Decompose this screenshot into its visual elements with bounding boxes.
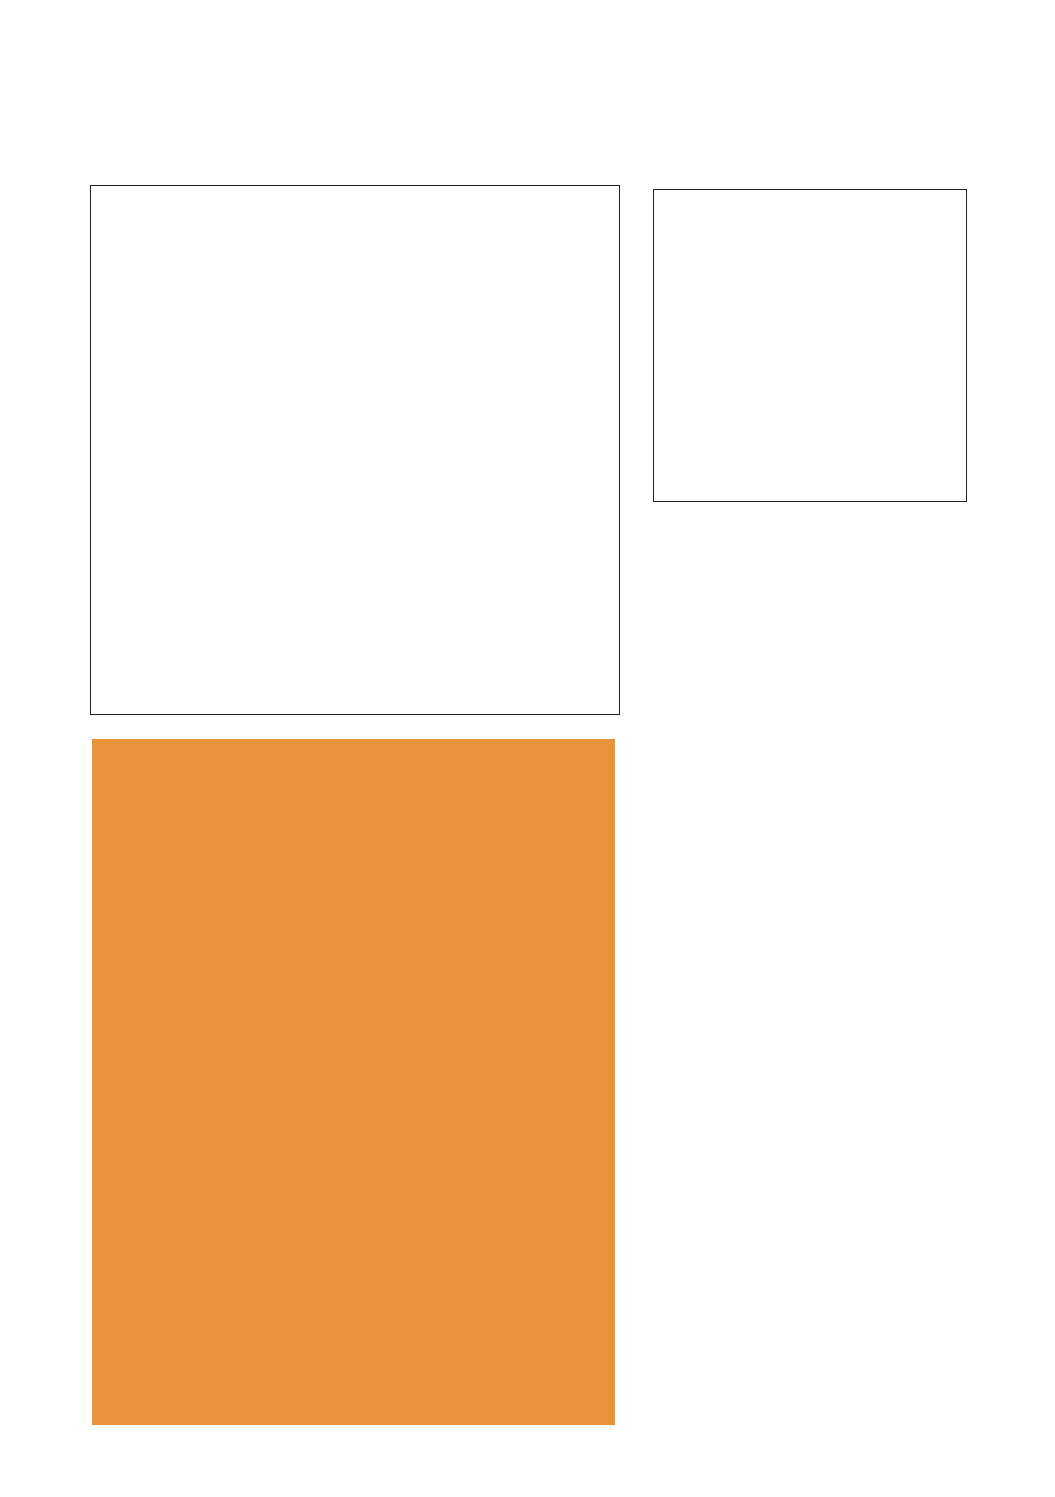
- crossword-grid: [90, 185, 620, 715]
- target-grid: [653, 189, 967, 502]
- target-title: [678, 84, 942, 178]
- clues-panel: [92, 739, 615, 1425]
